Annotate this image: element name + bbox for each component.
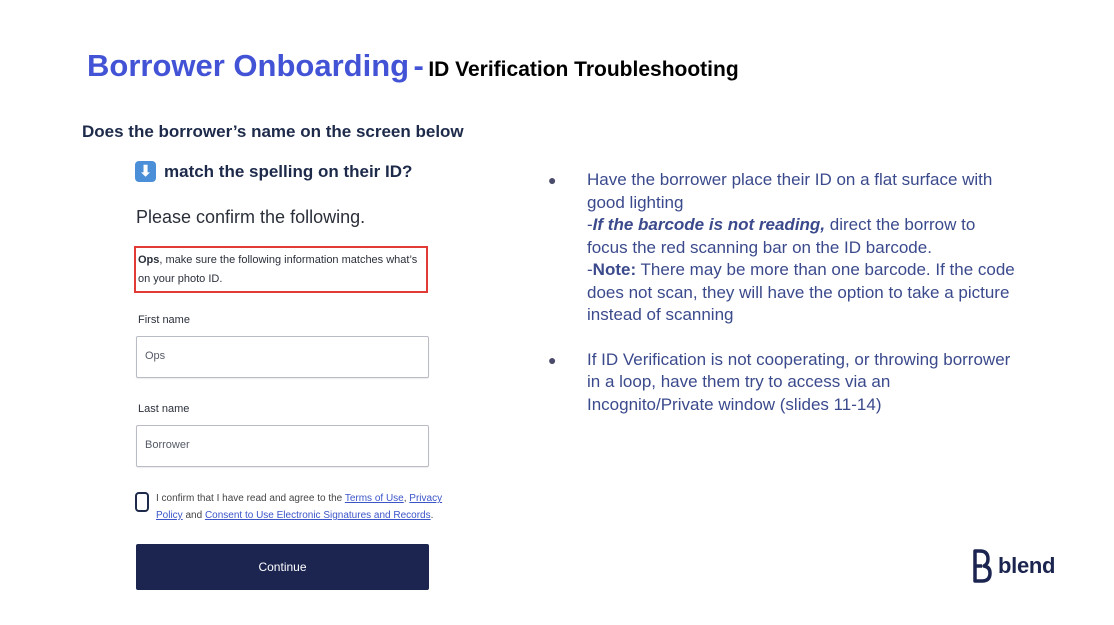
privacy-policy-link[interactable]: Privacy Policy (156, 493, 443, 521)
notice-text: , make sure the following information matches what’s on your photo ID. (138, 254, 418, 285)
blend-logo-text: blend (998, 553, 1056, 578)
question-line-2 (135, 161, 412, 182)
consent-comma: , (403, 493, 410, 504)
title-separator: - (413, 48, 424, 83)
bullet-1-note-label: Note: (592, 260, 637, 279)
consent-text (156, 490, 446, 524)
last-name-label: Last name (138, 403, 190, 415)
notice-name: Ops (138, 254, 160, 266)
bullet-1-note-text: There may be more than one barcode. If the code does not scan, they will have the option to take a picture instead of scanning (587, 260, 1015, 324)
bullet-1-instruction: direct the borrow to focus the red scanning bar on the ID barcode. (587, 215, 976, 257)
first-name-label: First name (138, 314, 190, 326)
bullet-1-dash-2: - (587, 260, 593, 279)
bullet-dot-icon: ● (548, 172, 557, 188)
bullet-item-1 (548, 169, 1018, 327)
bullet-1-dash: - (587, 215, 593, 234)
consent-period: . (430, 510, 434, 521)
highlighted-notice (134, 246, 428, 293)
first-name-field[interactable]: Ops (136, 336, 429, 378)
consent-and: and (182, 510, 205, 521)
consent-checkbox[interactable] (135, 492, 149, 512)
form-title: Please confirm the following. (136, 207, 366, 227)
consent-prefix: I confirm that I have read and agree to the (156, 493, 345, 504)
bullet-2-text: If ID Verification is not cooperating, or throwing borrower in a loop, have them try to access via an Incognito/Private window (slides 11-14) (587, 349, 1011, 414)
bullet-1-text: Have the borrower place their ID on a flat surface with good lighting (587, 170, 993, 212)
bullet-1-emphasis: If the barcode is not reading, (592, 215, 826, 234)
electronic-consent-link[interactable]: Consent to Use Electronic Signatures and Records (204, 510, 431, 521)
question-line-2-text: match the spelling on their ID? (164, 161, 413, 181)
terms-of-use-link[interactable]: Terms of Use (344, 493, 404, 504)
down-arrow-icon: ⬇ (135, 161, 156, 182)
last-name-field[interactable]: Borrower (136, 425, 429, 467)
bullet-item-2 (548, 349, 1018, 417)
title-subtitle: ID Verification Troubleshooting (428, 58, 739, 81)
blend-logo-icon (972, 549, 992, 583)
blend-logo (972, 549, 1055, 583)
slide-title (87, 48, 739, 84)
bullet-list (548, 169, 1018, 416)
question-line-1: Does the borrower’s name on the screen below (82, 122, 464, 141)
continue-button[interactable]: Continue (136, 544, 429, 590)
bullet-dot-icon: ● (548, 351, 557, 368)
title-main: Borrower Onboarding (87, 48, 410, 83)
